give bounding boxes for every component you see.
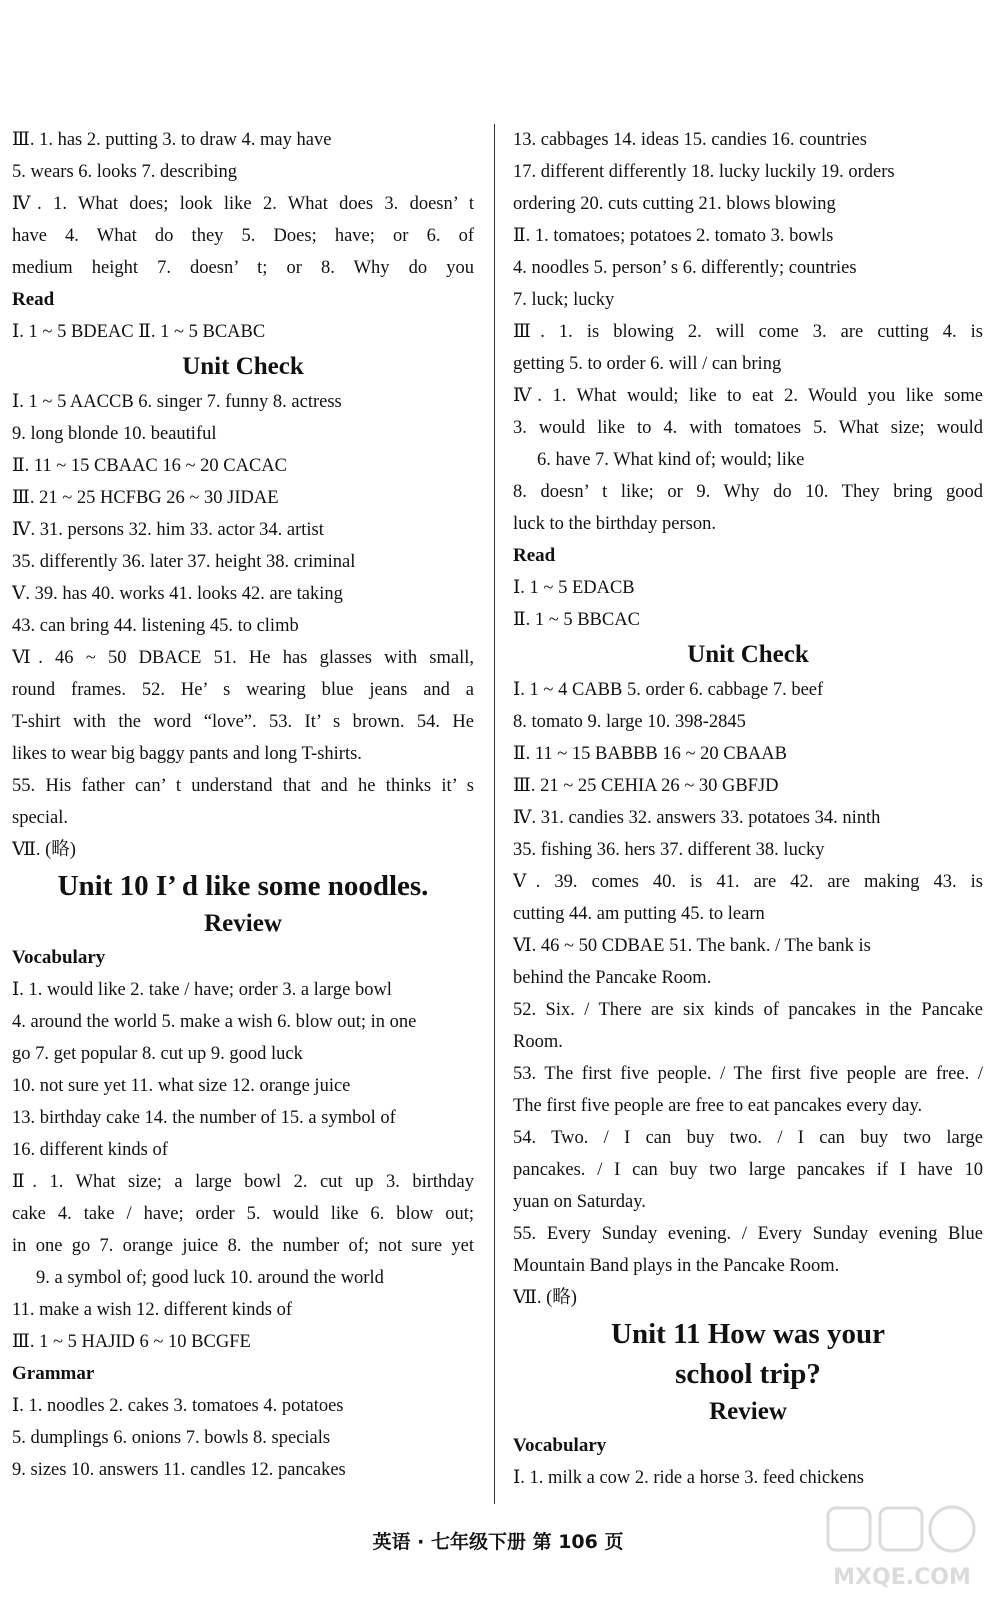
answer-line: 17. different differently 18. lucky luckily 19. orders [513,162,895,182]
section-heading: Unit Check [182,353,304,380]
column-divider [494,124,495,1504]
section-label: Read [513,545,556,566]
answer-line: Ⅳ. 31. persons 32. him 33. actor 34. artist [12,520,324,540]
answer-line: Ⅲ. 1 ~ 5 HAJID 6 ~ 10 BCGFE [12,1332,251,1352]
answer-line: 6. have 7. What kind of; would; like [537,450,805,470]
answer-line: Ⅰ. 1 ~ 5 BDEAC Ⅱ. 1 ~ 5 BCABC [12,322,266,342]
right-column [513,124,983,1494]
left-column [12,124,474,1486]
answer-line: likes to wear big baggy pants and long T-shirts. [12,744,362,764]
answer-line: cake 4. take / have; order 5. would like 6. blow out; [12,1204,474,1224]
answer-line: 35. differently 36. later 37. height 38. criminal [12,552,356,572]
answer-line: 35. fishing 36. hers 37. different 38. lucky [513,840,825,860]
watermark-logo-icon [822,1502,982,1594]
answer-line: Ⅲ. 1. has 2. putting 3. to draw 4. may have [12,130,332,150]
answer-line: 5. dumplings 6. onions 7. bowls 8. specials [12,1428,331,1448]
answer-line: Ⅶ. (略) [12,840,76,860]
answer-line: Ⅴ. 39. has 40. works 41. looks 42. are taking [12,584,343,604]
answer-line: 3. would like to 4. with tomatoes 5. What size; would [513,418,983,438]
answer-line: Ⅵ. 46 ~ 50 CDBAE 51. The bank. / The bank is [513,936,871,956]
answer-line: round frames. 52. He’ s wearing blue jeans and a [12,680,474,700]
answer-line: 5. wears 6. looks 7. describing [12,162,238,182]
answer-line: Ⅴ. 39. comes 40. is 41. are 42. are making 43. is [513,872,983,892]
answer-line: 8. tomato 9. large 10. 398-2845 [513,712,746,732]
answer-line: 53. The first five people. / The first five people are free. / [513,1064,983,1084]
answer-line: 7. luck; lucky [513,290,615,310]
answer-line: Mountain Band plays in the Pancake Room. [513,1256,840,1276]
answer-line: Ⅰ. 1 ~ 5 EDACB [513,578,635,598]
answer-line: 4. around the world 5. make a wish 6. blow out; in one [12,1012,417,1032]
section-label: Vocabulary [513,1435,607,1456]
answer-line: Ⅱ. 1. tomatoes; potatoes 2. tomato 3. bowls [513,226,834,246]
answer-line: Ⅳ. 31. candies 32. answers 33. potatoes 34. ninth [513,808,881,828]
answer-line: 10. not sure yet 11. what size 12. orange juice [12,1076,351,1096]
answer-line: 9. a symbol of; good luck 10. around the world [36,1268,384,1288]
answer-line: Ⅰ. 1. milk a cow 2. ride a horse 3. feed chickens [513,1468,864,1488]
answer-line: 13. birthday cake 14. the number of 15. a symbol of [12,1108,396,1128]
answer-line: Ⅱ. 11 ~ 15 BABBB 16 ~ 20 CBAAB [513,744,787,764]
answer-line: have 4. What do they 5. Does; have; or 6. of [12,226,474,246]
answer-line: Ⅰ. 1 ~ 4 CABB 5. order 6. cabbage 7. beef [513,680,824,700]
answer-line: Ⅲ. 1. is blowing 2. will come 3. are cutting 4. is [513,322,983,342]
answer-line: luck to the birthday person. [513,514,716,534]
answer-line: 8. doesn’ t like; or 9. Why do 10. They bring good [513,482,983,502]
answer-line: 9. long blonde 10. beautiful [12,424,217,444]
answer-line: Room. [513,1032,563,1052]
answer-line: Ⅰ. 1. noodles 2. cakes 3. tomatoes 4. potatoes [12,1396,344,1416]
answer-line: Ⅱ. 1 ~ 5 BBCAC [513,610,640,630]
answer-line: The first five people are free to eat pancakes every day. [513,1096,923,1116]
answer-line: medium height 7. doesn’ t; or 8. Why do you [12,258,474,278]
answer-line: 55. His father can’ t understand that and he thinks it’ s [12,776,474,796]
answer-line: getting 5. to order 6. will / can bring [513,354,782,374]
answer-line: 54. Two. / I can buy two. / I can buy two large [513,1128,983,1148]
answer-line: 11. make a wish 12. different kinds of [12,1300,293,1320]
watermark-text: MXQE.COM [833,1565,971,1590]
section-heading: Unit Check [687,641,809,668]
page-footer: 英语 · 七年级下册 第 106 页 [372,1531,624,1553]
answer-line: 52. Six. / There are six kinds of pancakes in the Pancake [513,1000,983,1020]
section-heading: Review [204,910,282,937]
section-label: Vocabulary [12,947,106,968]
section-label: Read [12,289,55,310]
answer-line: 43. can bring 44. listening 45. to climb [12,616,299,636]
answer-line: special. [12,808,68,828]
answer-line: Ⅱ. 11 ~ 15 CBAAC 16 ~ 20 CACAC [12,456,288,476]
answer-line: Ⅵ. 46 ~ 50 DBACE 51. He has glasses with small, [12,648,474,668]
answer-line: cutting 44. am putting 45. to learn [513,904,765,924]
answer-line: 16. different kinds of [12,1140,168,1160]
answer-line: 55. Every Sunday evening. / Every Sunday evening Blue [513,1224,983,1244]
answer-line: Ⅰ. 1. would like 2. take / have; order 3. a large bowl [12,980,392,1000]
answer-line: Ⅲ. 21 ~ 25 HCFBG 26 ~ 30 JIDAE [12,488,279,508]
unit-title: school trip? [675,1358,821,1390]
answer-line: Ⅳ. 1. What would; like to eat 2. Would you like some [513,386,983,406]
answer-line: yuan on Saturday. [513,1192,646,1212]
answer-line: Ⅶ. (略) [513,1288,577,1308]
answer-line: Ⅱ. 1. What size; a large bowl 2. cut up 3. birthday [12,1172,474,1192]
answer-line: in one go 7. orange juice 8. the number of; not sure yet [12,1236,474,1256]
answer-line: Ⅲ. 21 ~ 25 CEHIA 26 ~ 30 GBFJD [513,776,779,796]
answer-line: 4. noodles 5. person’ s 6. differently; countries [513,258,857,278]
section-label: Grammar [12,1363,95,1384]
answer-line: Ⅳ. 1. What does; look like 2. What does 3. doesn’ t [12,194,474,214]
unit-title: Unit 11 How was your [611,1318,885,1350]
answer-line: Ⅰ. 1 ~ 5 AACCB 6. singer 7. funny 8. actress [12,392,342,412]
answer-line: go 7. get popular 8. cut up 9. good luck [12,1044,303,1064]
answer-line: 13. cabbages 14. ideas 15. candies 16. countries [513,130,867,150]
unit-title: Unit 10 I’ d like some noodles. [57,870,429,902]
answer-line: behind the Pancake Room. [513,968,712,988]
section-heading: Review [709,1398,787,1425]
answer-line: 9. sizes 10. answers 11. candles 12. pancakes [12,1460,346,1480]
answer-line: T-shirt with the word “love”. 53. It’ s brown. 54. He [12,712,474,732]
answer-line: pancakes. / I can buy two large pancakes if I have 10 [513,1160,983,1180]
answer-line: ordering 20. cuts cutting 21. blows blowing [513,194,836,214]
